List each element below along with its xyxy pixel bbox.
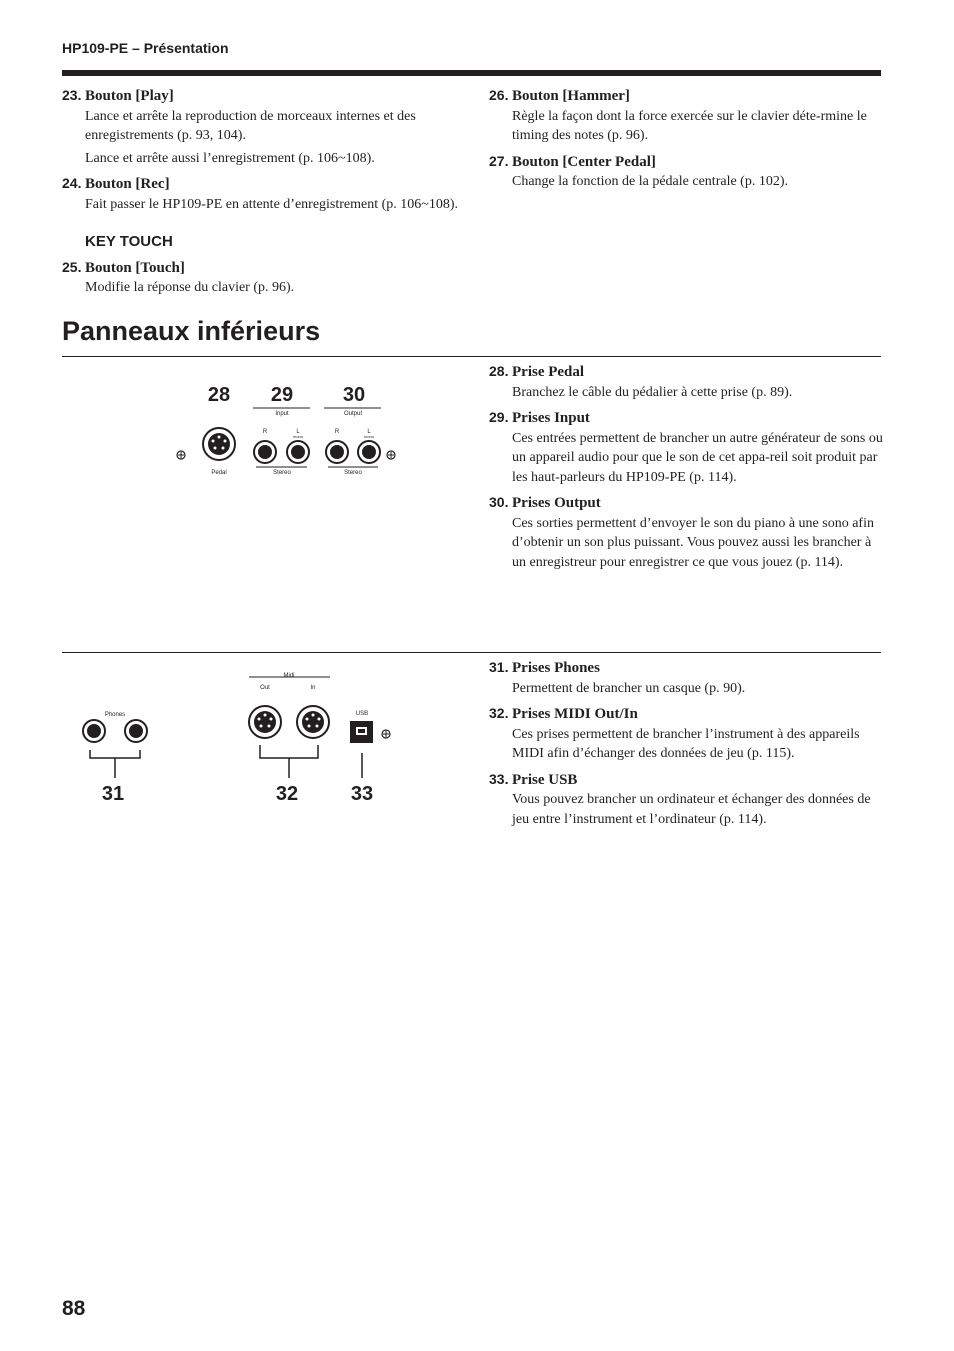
item-title: Prise USB [512, 771, 578, 788]
item-title: Prises Output [512, 495, 601, 511]
screw-icon [177, 451, 185, 459]
item-number: 25. [62, 258, 82, 275]
output-r-label: R [334, 429, 340, 435]
output-label: Output [343, 411, 363, 417]
pedal-label: Pedal [211, 470, 227, 476]
item-description [512, 725, 884, 764]
item-number: 26. [489, 87, 509, 103]
header-rule [62, 70, 881, 76]
item-heading [489, 152, 884, 173]
callout-29: 29 [270, 384, 294, 406]
panel2-descriptions [489, 658, 884, 835]
item-heading [489, 86, 884, 107]
callout-28: 28 [207, 384, 231, 406]
midi-in-label: In [310, 685, 316, 691]
item-heading [62, 86, 462, 107]
screw-icon [382, 730, 390, 738]
usb-label: USB [355, 711, 369, 717]
item-title: Bouton [Play] [85, 88, 174, 104]
item-description [512, 172, 884, 192]
description-paragraph: Fait passer le HP109-PE en attente d’enregistrement (p. 106~108). [85, 196, 459, 212]
output-l-jack-icon [358, 441, 380, 463]
item-number: 30. [489, 494, 509, 510]
description-paragraph: Modifie la réponse du clavier (p. 96). [85, 280, 295, 295]
item-heading [489, 408, 884, 429]
item-title: Prises MIDI Out/In [512, 706, 638, 722]
input-l-jack-icon [287, 441, 309, 463]
left-column-top [62, 86, 462, 304]
callout-32: 32 [275, 783, 299, 805]
item-title: Prises Input [512, 410, 590, 426]
page-number: 88 [62, 1297, 86, 1320]
phones-jack-icon [83, 720, 105, 742]
usb-port-icon [350, 721, 373, 743]
description-paragraph: Lance et arrête la reproduction de morceaux internes et des enregistrements (p. 93, 104). [85, 108, 416, 143]
output-l-label: L [367, 429, 371, 435]
midi-out-label: Out [260, 685, 270, 691]
callout-30: 30 [342, 384, 366, 406]
numbered-item [62, 174, 462, 214]
item-list-right-top [489, 86, 884, 192]
midi-out-jack-icon [249, 706, 281, 738]
item-number: 23. [62, 87, 82, 103]
item-heading [489, 770, 884, 791]
item-description [85, 278, 462, 298]
item-description [512, 790, 884, 829]
item-description [512, 383, 884, 403]
midi-label: Midi [283, 673, 295, 679]
rear-panel-diagram-2 [62, 665, 422, 815]
item-number: 31. [489, 659, 509, 675]
numbered-item [489, 86, 884, 146]
section-rule-2 [62, 652, 881, 653]
item-list-panel2 [489, 658, 884, 829]
numbered-item [489, 658, 884, 698]
item-description [512, 514, 884, 573]
numbered-item [489, 408, 884, 487]
item-title: Bouton [Touch] [85, 259, 185, 276]
item-description [85, 107, 462, 169]
item-heading [489, 704, 884, 725]
callout-31: 31 [101, 783, 125, 805]
item-list-left-bottom [62, 258, 462, 298]
description-paragraph: Ces prises permettent de brancher l’instrument à des appareils MIDI afin d’échanger des données de jeu (p. 115). [512, 726, 860, 761]
numbered-item [489, 770, 884, 830]
numbered-item [489, 493, 884, 572]
pedal-jack-icon [203, 428, 235, 460]
item-number: 29. [489, 409, 509, 425]
item-heading [489, 493, 884, 514]
input-r-label: R [262, 429, 268, 435]
item-description [512, 429, 884, 488]
item-heading [62, 258, 462, 279]
output-stereo-label: Stereo [344, 470, 362, 476]
item-number: 33. [489, 770, 509, 787]
phones-jack-icon [125, 720, 147, 742]
item-description [512, 107, 884, 146]
section-title: Panneaux inférieurs [62, 316, 321, 346]
item-heading [489, 658, 884, 679]
item-description [512, 679, 884, 699]
item-title: Prises Phones [512, 660, 600, 676]
description-paragraph: Ces sorties permettent d’envoyer le son du piano à une sono afin d’obtenir un son plus puissant. Vous pouvez aussi les brancher à un enregistreur pour enregistrer ce que vous jouez (p. 114). [512, 515, 874, 570]
numbered-item [489, 152, 884, 192]
section-rule-1 [62, 356, 881, 357]
numbered-item [62, 258, 462, 298]
item-title: Bouton [Hammer] [512, 88, 630, 104]
description-paragraph: Vous pouvez brancher un ordinateur et échanger des données de jeu entre l’instrument et l’ordinateur (p. 114). [512, 792, 871, 827]
numbered-item [489, 362, 884, 402]
input-r-jack-icon [254, 441, 276, 463]
key-touch-heading: KEY TOUCH [85, 233, 173, 250]
description-paragraph: Branchez le câble du pédalier à cette prise (p. 89). [512, 384, 793, 400]
output-r-jack-icon [326, 441, 348, 463]
numbered-item [489, 704, 884, 764]
screw-icon [387, 451, 395, 459]
item-title: Prise Pedal [512, 364, 585, 380]
input-l-label: L [296, 429, 300, 435]
item-number: 32. [489, 705, 509, 721]
phones-label: Phones [104, 712, 126, 718]
item-number: 24. [62, 175, 82, 191]
running-header: HP109-PE – Présentation [62, 40, 229, 56]
numbered-item [62, 86, 462, 168]
item-number: 27. [489, 152, 509, 169]
description-paragraph: Règle la façon dont la force exercée sur le clavier déte-rmine le timing des notes (p. 96). [512, 108, 867, 143]
description-paragraph: Ces entrées permettent de brancher un autre générateur de sons ou un appareil audio pour que le son de cet appa-reil soit produit par les haut-parleurs du HP109-PE (p. 114). [512, 430, 883, 485]
item-number: 28. [489, 363, 509, 379]
item-heading [489, 362, 884, 383]
description-paragraph: Permettent de brancher un casque (p. 90). [512, 680, 746, 696]
input-mono-label: mono [292, 434, 304, 439]
item-list-panel1 [489, 362, 884, 572]
callout-33: 33 [350, 783, 374, 805]
item-title: Bouton [Center Pedal] [512, 153, 656, 170]
panel1-descriptions [489, 362, 884, 578]
input-stereo-label: Stereo [273, 470, 291, 476]
rear-panel-diagram-1 [160, 375, 410, 485]
description-paragraph: Change la fonction de la pédale centrale (p. 102). [512, 174, 788, 189]
midi-in-jack-icon [297, 706, 329, 738]
item-description [85, 195, 462, 215]
input-label: Input [275, 411, 289, 417]
output-mono-label: mono [363, 434, 375, 439]
right-column-top [489, 86, 884, 198]
item-list-left-top [62, 86, 462, 214]
description-paragraph: Lance et arrête aussi l’enregistrement (p. 106~108). [85, 150, 375, 166]
item-heading [62, 174, 462, 195]
item-title: Bouton [Rec] [85, 176, 170, 192]
